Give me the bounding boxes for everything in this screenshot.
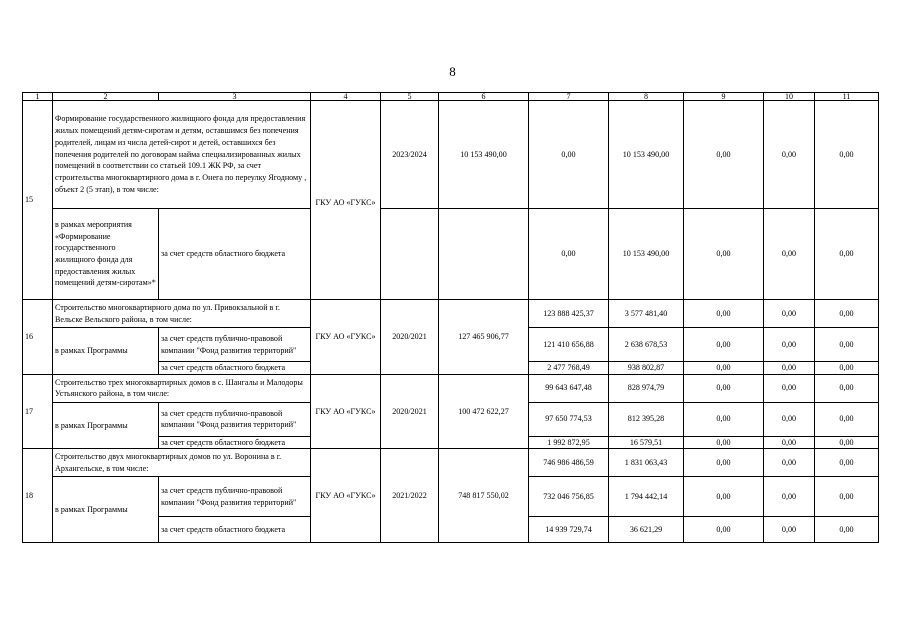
amount-col7: 746 986 486,59 [529, 449, 609, 477]
row-index: 18 [23, 449, 53, 543]
period: 2023/2024 [381, 101, 439, 209]
amount-col8: 828 974,79 [609, 374, 684, 402]
row-index: 15 [23, 101, 53, 300]
funding-source: за счет средств областного бюджета [159, 436, 311, 449]
col-header: 3 [159, 93, 311, 101]
sub-item-name: в рамках Программы [53, 402, 159, 449]
col-header: 6 [439, 93, 529, 101]
amount-col10: 0,00 [764, 374, 815, 402]
amount-col7: 121 410 656,88 [529, 328, 609, 362]
amount-col7: 2 477 768,49 [529, 362, 609, 375]
funding-source: за счет средств областного бюджета [159, 209, 311, 300]
program-table [22, 92, 879, 543]
organization-cont [311, 209, 381, 300]
amount-col10: 0,00 [764, 101, 815, 209]
empty-cell [439, 209, 529, 300]
amount-col10: 0,00 [764, 362, 815, 375]
amount-col10: 0,00 [764, 300, 815, 328]
funding-source: за счет средств публично-правовой компании "Фонд развития территорий" [159, 328, 311, 362]
col-header: 7 [529, 93, 609, 101]
col-header: 10 [764, 93, 815, 101]
organization: ГКУ АО «ГУКС» [311, 101, 381, 209]
amount-col8: 36 621,29 [609, 517, 684, 543]
amount-col7: 97 650 774,53 [529, 402, 609, 436]
amount-col10: 0,00 [764, 328, 815, 362]
amount-col11: 0,00 [815, 436, 879, 449]
amount-col7: 0,00 [529, 101, 609, 209]
amount-col8: 938 802,87 [609, 362, 684, 375]
col-header: 2 [53, 93, 159, 101]
col-header: 5 [381, 93, 439, 101]
amount-col9: 0,00 [684, 477, 764, 517]
col-header: 4 [311, 93, 381, 101]
amount-col8: 10 153 490,00 [609, 101, 684, 209]
organization: ГКУ АО «ГУКС» [311, 300, 381, 375]
amount-col11: 0,00 [815, 402, 879, 436]
col-header: 11 [815, 93, 879, 101]
page-number: 8 [449, 64, 456, 79]
amount-col9: 0,00 [684, 402, 764, 436]
table-row [23, 209, 879, 300]
amount-col11: 0,00 [815, 209, 879, 300]
amount-col11: 0,00 [815, 300, 879, 328]
amount-col7: 732 046 756,85 [529, 477, 609, 517]
period: 2021/2022 [381, 449, 439, 543]
amount-col9: 0,00 [684, 300, 764, 328]
amount-col7: 123 888 425,37 [529, 300, 609, 328]
sub-item-name: в рамках мероприятия «Формирование государственного жилищного фонда для предоставления жилых помещений детям-сиротам»* [53, 209, 159, 300]
amount-col11: 0,00 [815, 374, 879, 402]
amount-col9: 0,00 [684, 209, 764, 300]
total-amount: 748 817 550,02 [439, 449, 529, 543]
amount-col8: 16 579,51 [609, 436, 684, 449]
amount-col11: 0,00 [815, 328, 879, 362]
amount-col11: 0,00 [815, 101, 879, 209]
amount-col7: 0,00 [529, 209, 609, 300]
organization: ГКУ АО «ГУКС» [311, 449, 381, 543]
amount-col11: 0,00 [815, 477, 879, 517]
funding-source: за счет средств областного бюджета [159, 517, 311, 543]
amount-col8: 1 831 063,43 [609, 449, 684, 477]
object-title: Строительство двух многоквартирных домов по ул. Воронина в г. Архангельске, в том числе: [53, 449, 311, 477]
amount-col9: 0,00 [684, 449, 764, 477]
row-index: 17 [23, 374, 53, 449]
amount-col10: 0,00 [764, 436, 815, 449]
amount-col9: 0,00 [684, 328, 764, 362]
amount-col8: 10 153 490,00 [609, 209, 684, 300]
amount-col10: 0,00 [764, 209, 815, 300]
sub-item-name: в рамках Программы [53, 328, 159, 375]
period: 2020/2021 [381, 374, 439, 449]
organization: ГКУ АО «ГУКС» [311, 374, 381, 449]
object-title: Формирование государственного жилищного фонда для предоставления жилых помещений детям-сиротам и детям, оставшимся без попечения родителей, лицам из числа детей-сирот и детей, оставшихся без попечения родителей по договорам найма специализированных жилых помещений в соответствии со статьей 109.1 ЖК РФ, за счет строительства многоквартирного дома в г. Онега по переулку Ягодному , объект 2 (5 этап), в том числе: [53, 101, 311, 209]
funding-source: за счет средств публично-правовой компании "Фонд развития территорий" [159, 402, 311, 436]
amount-col10: 0,00 [764, 477, 815, 517]
total-amount: 127 465 906,77 [439, 300, 529, 375]
amount-col7: 1 992 872,95 [529, 436, 609, 449]
object-title: Строительство трех многоквартирных домов в с. Шангалы и Малодоры Устьянского района, в том числе: [53, 374, 311, 402]
table-row [23, 300, 879, 328]
amount-col8: 2 638 678,53 [609, 328, 684, 362]
col-header: 8 [609, 93, 684, 101]
sub-item-name: в рамках Программы [53, 477, 159, 543]
total-amount: 10 153 490,00 [439, 101, 529, 209]
period: 2020/2021 [381, 300, 439, 375]
amount-col9: 0,00 [684, 362, 764, 375]
table-row [23, 374, 879, 402]
amount-col9: 0,00 [684, 517, 764, 543]
col-header: 1 [23, 93, 53, 101]
amount-col9: 0,00 [684, 101, 764, 209]
column-numbers-row [23, 93, 879, 101]
table-row [23, 449, 879, 477]
funding-source: за счет средств публично-правовой компании "Фонд развития территорий" [159, 477, 311, 517]
amount-col7: 99 643 647,48 [529, 374, 609, 402]
amount-col10: 0,00 [764, 449, 815, 477]
amount-col11: 0,00 [815, 362, 879, 375]
amount-col8: 3 577 481,40 [609, 300, 684, 328]
amount-col8: 1 794 442,14 [609, 477, 684, 517]
funding-source: за счет средств областного бюджета [159, 362, 311, 375]
amount-col9: 0,00 [684, 374, 764, 402]
row-index: 16 [23, 300, 53, 375]
col-header: 9 [684, 93, 764, 101]
amount-col10: 0,00 [764, 402, 815, 436]
table-row [23, 101, 879, 209]
total-amount: 100 472 622,27 [439, 374, 529, 449]
amount-col7: 14 939 729,74 [529, 517, 609, 543]
empty-cell [381, 209, 439, 300]
object-title: Строительство многоквартирного дома по ул. Привокзальной в г. Вельске Вельского района, в том числе: [53, 300, 311, 328]
amount-col11: 0,00 [815, 517, 879, 543]
amount-col8: 812 395,28 [609, 402, 684, 436]
amount-col11: 0,00 [815, 449, 879, 477]
amount-col9: 0,00 [684, 436, 764, 449]
amount-col10: 0,00 [764, 517, 815, 543]
